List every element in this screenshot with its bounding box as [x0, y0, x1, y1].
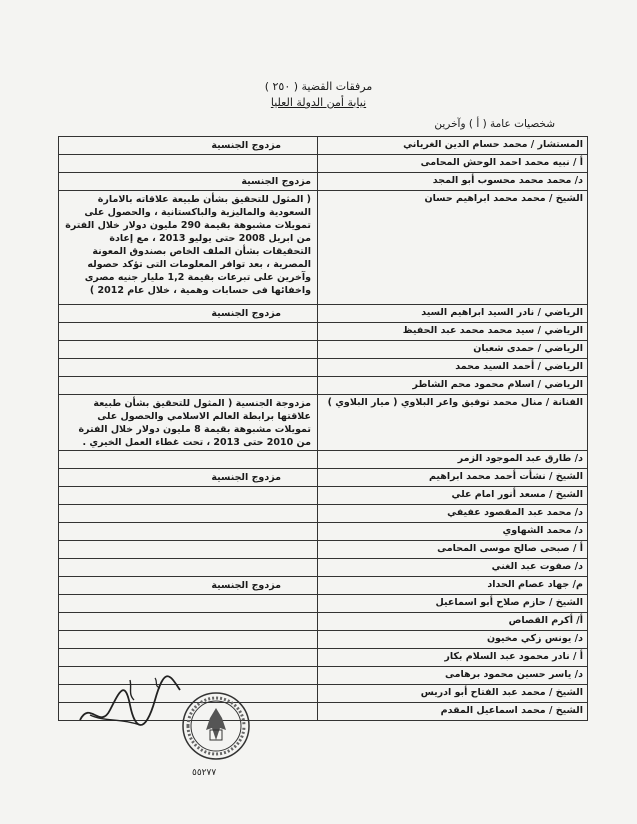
- person-note: [59, 359, 317, 376]
- table-row: [59, 631, 587, 649]
- person-name: الشيخ / محمد اسماعيل المقدم: [317, 703, 587, 720]
- person-note: [59, 323, 317, 340]
- official-seal-icon: [180, 690, 252, 762]
- prosecution-title: نيابة أمن الدولة العليا: [270, 96, 367, 109]
- person-note: [59, 541, 317, 558]
- table-row: [59, 305, 587, 323]
- person-note: [59, 559, 317, 576]
- table-row: [59, 469, 587, 487]
- table-row: [59, 395, 587, 451]
- person-name: الشيخ / مسعد أنور امام علي: [317, 487, 587, 504]
- person-name: الرياضي / أحمد السيد محمد: [317, 359, 587, 376]
- person-note: مزدوج الجنسية: [211, 580, 281, 591]
- person-note: [59, 523, 317, 540]
- handwritten-signature: [70, 660, 190, 740]
- person-note: [59, 595, 317, 612]
- person-name: الفنانة / منال محمد توفيق واعر البلاوي ( ميار البلاوي ): [317, 395, 587, 450]
- person-name: الرياضي / حمدى شعبان: [317, 341, 587, 358]
- table-row: [59, 377, 587, 395]
- person-name: د/ ياسر حسين محمود برهامى: [317, 667, 587, 684]
- person-name: د/ يونس زكي مخيون: [317, 631, 587, 648]
- table-row: [59, 155, 587, 173]
- section-title: شخصيات عامة ( أ ) وآخرين: [434, 118, 555, 130]
- person-note: [59, 451, 317, 468]
- table-row: [59, 487, 587, 505]
- person-note: [59, 341, 317, 358]
- person-name: أ/ أكرم القصاص: [317, 613, 587, 630]
- table-row: [59, 523, 587, 541]
- person-name: الشيخ / حازم صلاح أبو اسماعيل: [317, 595, 587, 612]
- table-row: [59, 505, 587, 523]
- person-name: الرياضي / نادر السيد ابراهيم السيد: [317, 305, 587, 322]
- person-note: مزدوج الجنسية: [241, 176, 311, 187]
- person-name: الرياضي / سيد محمد محمد عبد الحفيظ: [317, 323, 587, 340]
- table-row: [59, 577, 587, 595]
- person-name: أ / صبحى صالح موسى المحامى: [317, 541, 587, 558]
- person-note: مزدوج الجنسية: [211, 140, 281, 151]
- table-row: [59, 559, 587, 577]
- person-name: د/ محمد الشهاوي: [317, 523, 587, 540]
- person-note: [59, 631, 317, 648]
- person-name: الشيخ / محمد محمد ابراهيم حسان: [317, 191, 587, 304]
- person-name: المستشار / محمد حسام الدين الغرياني: [317, 137, 587, 154]
- table-row: [59, 541, 587, 559]
- table-row: [59, 359, 587, 377]
- table-row: [59, 451, 587, 469]
- person-name: د/ محمد عبد المقصود عفيفي: [317, 505, 587, 522]
- person-note: [59, 613, 317, 630]
- person-note: مزدوج الجنسية: [211, 308, 281, 319]
- person-name: أ / نبيه محمد احمد الوحش المحامى: [317, 155, 587, 172]
- person-name: د/ صفوت عبد الغني: [317, 559, 587, 576]
- person-name: أ / نادر محمود عبد السلام بكار: [317, 649, 587, 666]
- person-name: د/ محمد محمد محسوب أبو المجد: [317, 173, 587, 190]
- person-name: د/ طارق عبد الموجود الزمر: [317, 451, 587, 468]
- table-row: [59, 191, 587, 305]
- person-name: الشيخ / نشأت أحمد محمد ابراهيم: [317, 469, 587, 486]
- person-note: [59, 505, 317, 522]
- person-note: مزدوجة الجنسية ( المثول للتحقيق بشأن طبيعة علاقتها برابطة العالم الاسلامي والحصول على تمويلات مشبوهة بقيمة 8 مليون دولار خلال الفترة من 2010 حتى 2013 ، تحت غطاء العمل الخيري .: [78, 398, 311, 448]
- table-row: [59, 137, 587, 155]
- person-note: [59, 487, 317, 504]
- person-note: [59, 377, 317, 394]
- person-name: الرياضي / اسلام محمود محم الشاطر: [317, 377, 587, 394]
- names-table: [58, 136, 588, 721]
- table-row: [59, 173, 587, 191]
- table-row: [59, 613, 587, 631]
- person-note: ( المثول للتحقيق بشأن طبيعة علاقاته بالامارة السعودية والماليزية والباكستانية ، والحصول على تمويلات مشبوهة بقيمة 290 مليون دولار خلال الفترة من ابريل 2008 حتى يوليو 2013 ، مع إعادة التحقيقات بشأن الملف الخاص بصندوق المعونة المصرية ، بعد توافر المعلومات التى تؤكد حصوله وآخرين على تبرعات بقيمة 1,2 مليار جنيه مصرى واخفائها فى حسابات وهمية ، خلال عام 2012 ): [65, 194, 311, 296]
- attachments-title: مرفقات القضية ( ٢٥٠ ): [264, 80, 373, 93]
- person-name: الشيخ / محمد عبد الفتاح أبو ادريس: [317, 685, 587, 702]
- person-note: [59, 155, 317, 172]
- person-name: م/ جهاد عصام الحداد: [317, 577, 587, 594]
- table-row: [59, 595, 587, 613]
- table-row: [59, 323, 587, 341]
- seal-caption: ٥٥٢٧٧: [192, 768, 217, 778]
- table-row: [59, 341, 587, 359]
- person-note: مزدوج الجنسية: [211, 472, 281, 483]
